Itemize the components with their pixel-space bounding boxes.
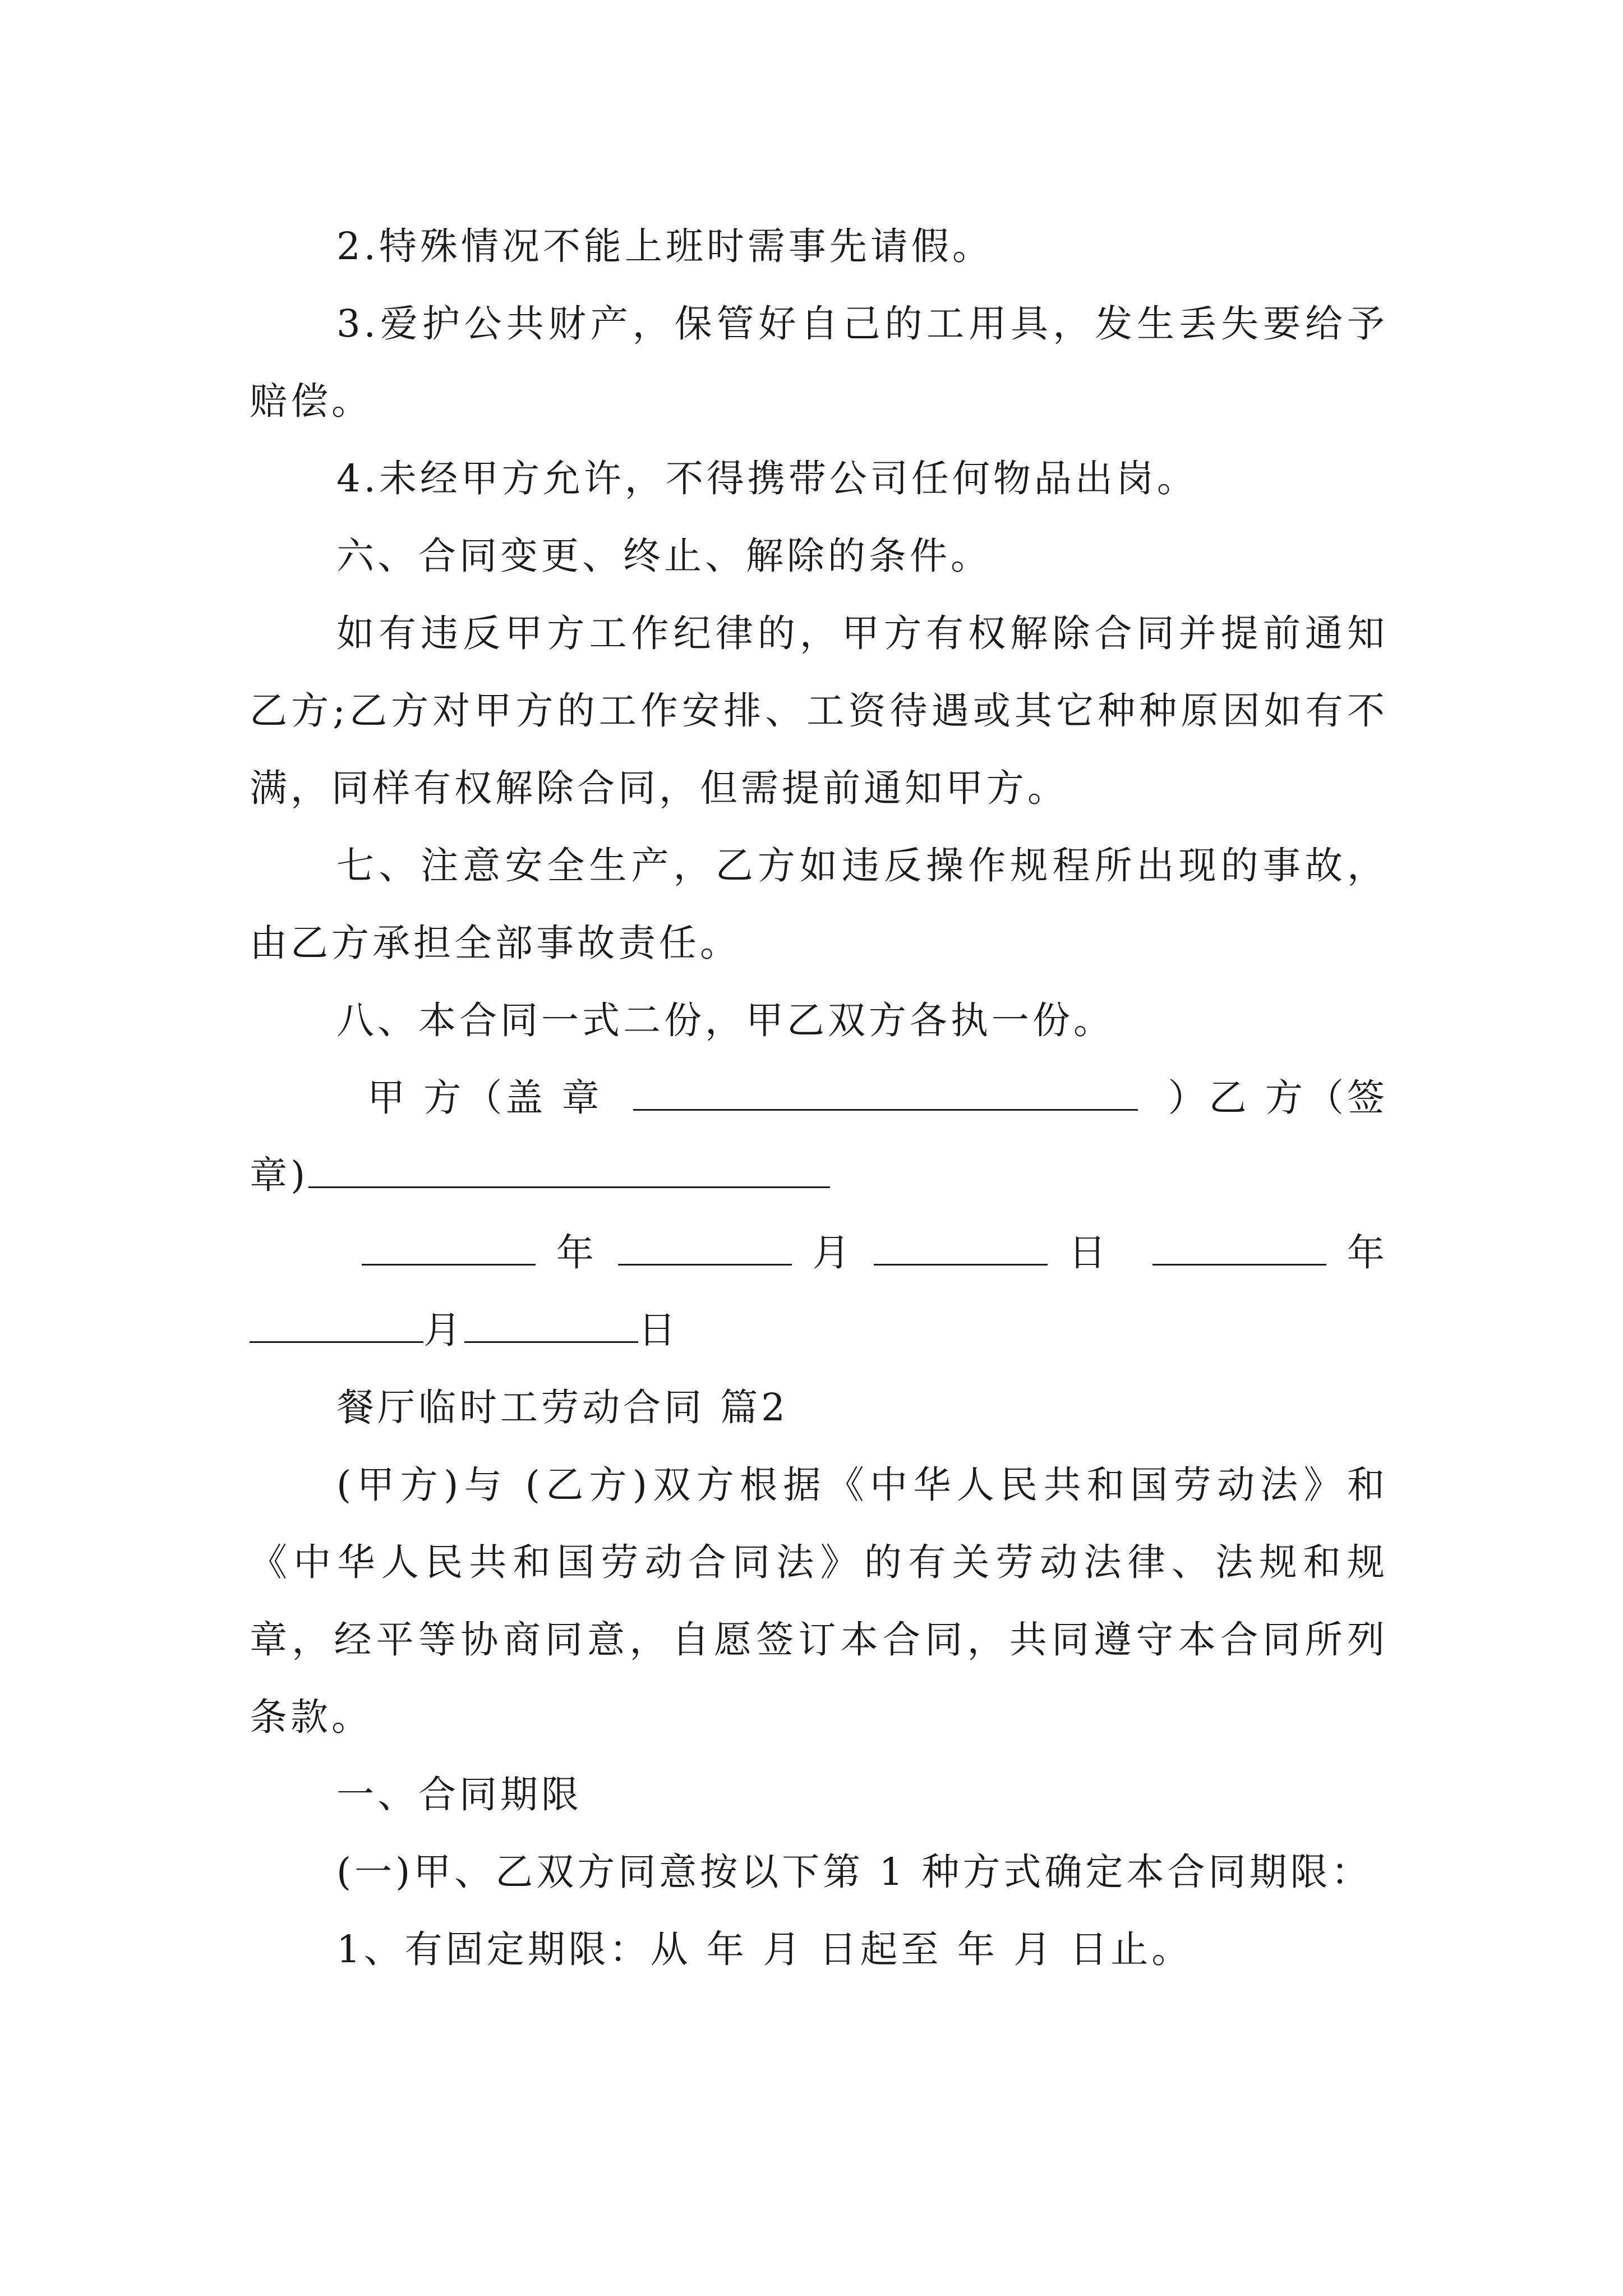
signature-line-parties	[250, 1059, 1388, 1137]
party-b-sign-blank	[308, 1164, 830, 1188]
paragraph-leave: 2.特殊情况不能上班时需事先请假。	[336, 224, 993, 268]
date-a-day-blank	[874, 1241, 1048, 1266]
paragraph-copies: 八、本合同一式二份，甲乙双方各执一份。	[336, 999, 1114, 1042]
date-b-month-blank	[250, 1319, 423, 1343]
date-line-b	[250, 1291, 1388, 1369]
paragraph-safety: 七、注意安全生产，乙方如违反操作规程所出现的事故，由乙方承担全部事故责任。	[250, 844, 1388, 965]
signature-line-party-b	[250, 1137, 1388, 1214]
section2-term-heading: 一、合同期限	[336, 1773, 582, 1816]
paragraph-termination: 如有违反甲方工作纪律的，甲方有权解除合同并提前通知乙方;乙方对甲方的工作安排、工资待遇或其它种种原因如有不满，同样有权解除合同，但需提前通知甲方。	[250, 611, 1388, 810]
party-b-label: ）乙 方（签	[1168, 1076, 1388, 1120]
paragraph-items: 4.未经甲方允许，不得携带公司任何物品出岗。	[336, 457, 1198, 500]
date-a-month: 月	[812, 1231, 854, 1274]
contract-body	[250, 208, 1388, 1988]
party-a-label: 甲 方（盖 章	[367, 1076, 603, 1120]
section2-term-method: (一)甲、乙双方同意按以下第 1 种方式确定本合同期限：	[336, 1850, 1372, 1894]
section2-intro: (甲方)与 (乙方)双方根据《中华人民共和国劳动法》和《中华人民共和国劳动合同法》的有关劳动法律、法规和规章，经平等协商同意，自愿签订本合同，共同遵守本合同所列条款。	[250, 1463, 1388, 1739]
section-heading-change: 六、合同变更、终止、解除的条件。	[336, 534, 992, 578]
date-a-year: 年	[556, 1231, 597, 1274]
section2-heading: 餐厅临时工劳动合同 篇2	[336, 1386, 789, 1429]
paragraph-property: 3.爱护公共财产，保管好自己的工用具，发生丢失要给予赔偿。	[250, 302, 1388, 423]
date-b-year: 年	[1347, 1231, 1388, 1274]
party-a-seal-blank	[633, 1087, 1138, 1111]
date-a-year-blank	[362, 1241, 536, 1266]
date-b-year-blank	[1152, 1241, 1326, 1266]
date-a-month-blank	[618, 1241, 792, 1266]
date-a-day: 日	[1068, 1231, 1110, 1274]
date-b-month: 月	[423, 1308, 464, 1352]
date-b-day: 日	[638, 1308, 679, 1352]
date-b-day-blank	[464, 1319, 638, 1343]
party-b-label-suffix: 章)	[250, 1153, 309, 1197]
date-line	[250, 1214, 1388, 1291]
section2-term-fixed: 1、有固定期限：从 年 月 日起至 年 月 日止。	[336, 1927, 1193, 1971]
